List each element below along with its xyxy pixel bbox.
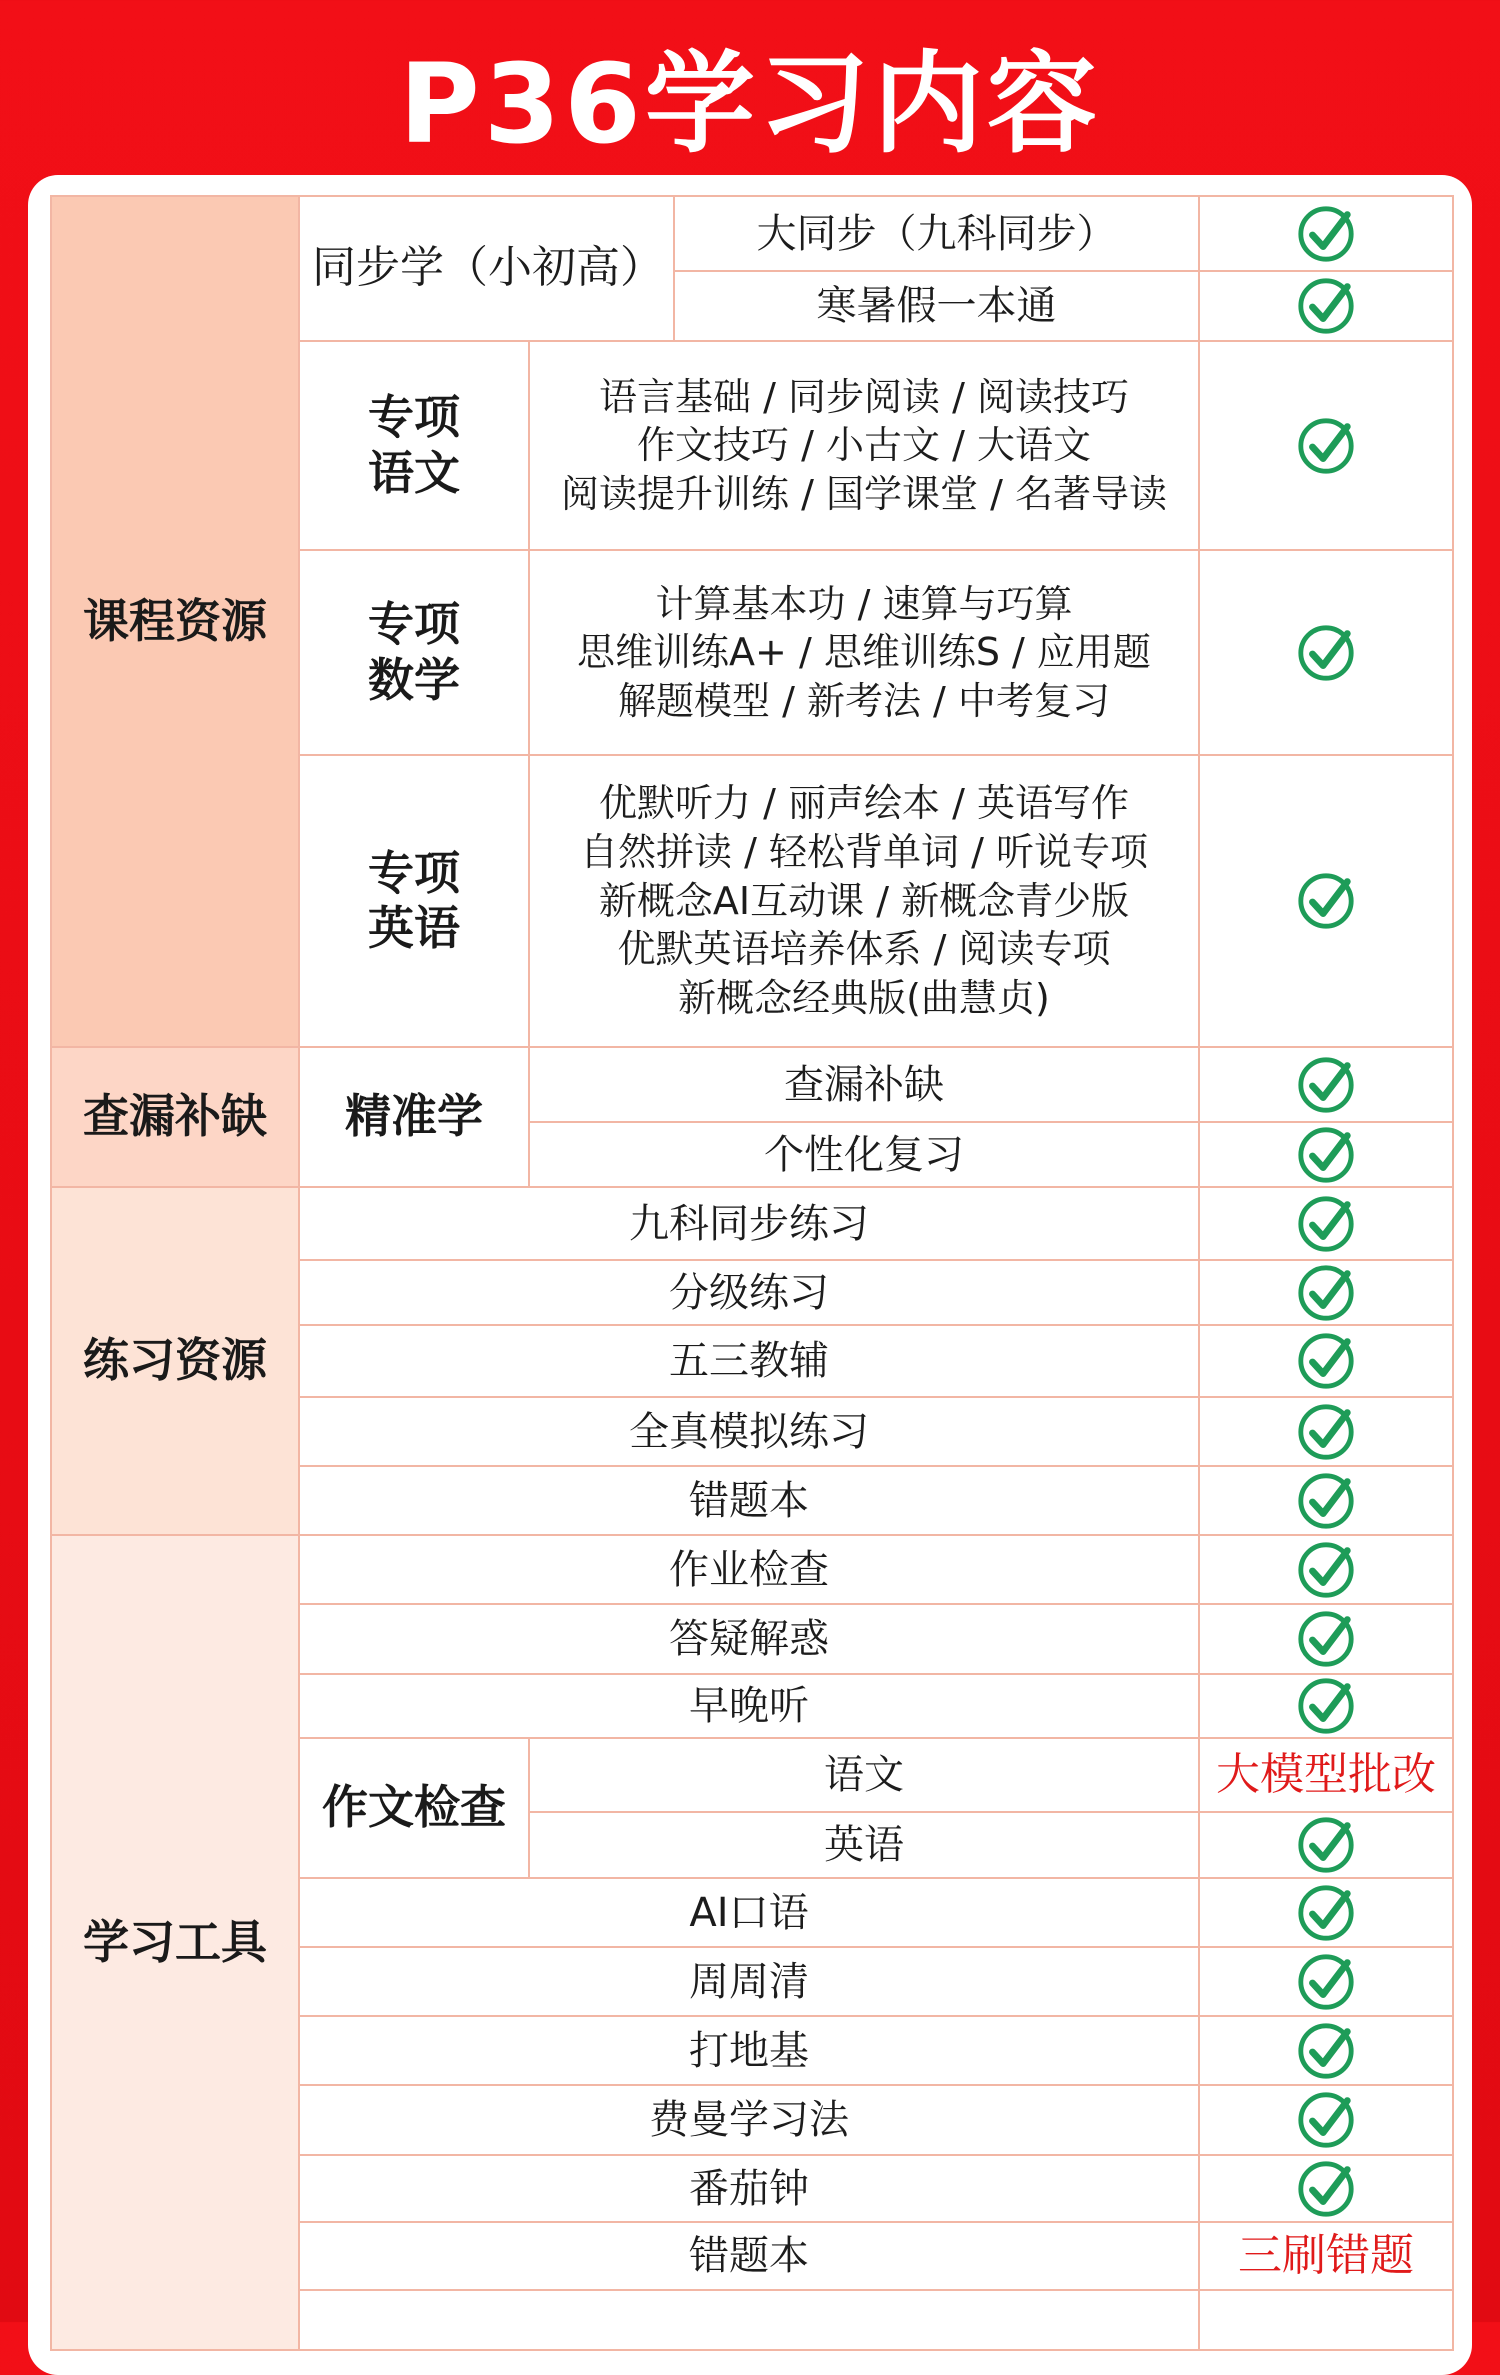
check-icon bbox=[1200, 2156, 1454, 2223]
category-practice: 练习资源 bbox=[52, 1188, 300, 1536]
tool-item: AI口语 bbox=[300, 1879, 1200, 1948]
tool-item: 番茄钟 bbox=[300, 2156, 1200, 2223]
tool-item: 作业检查 bbox=[300, 1536, 1200, 1605]
check-icon bbox=[1200, 1261, 1454, 1326]
tool-item: 答疑解惑 bbox=[300, 1605, 1200, 1675]
check-icon bbox=[1200, 1536, 1454, 1605]
cell-cutoff bbox=[1200, 2291, 1454, 2351]
tool-item: 费曼学习法 bbox=[300, 2086, 1200, 2156]
tool-item: 打地基 bbox=[300, 2017, 1200, 2086]
essay-item-chinese: 语文 bbox=[530, 1739, 1200, 1813]
content-table bbox=[50, 195, 1454, 2351]
gaps-item: 个性化复习 bbox=[530, 1123, 1200, 1188]
practice-item: 全真模拟练习 bbox=[300, 1398, 1200, 1467]
math-label: 专项 数学 bbox=[300, 551, 530, 756]
check-icon bbox=[1200, 551, 1454, 756]
sync-label: 同步学（小初高） bbox=[300, 197, 675, 342]
check-icon bbox=[1200, 1123, 1454, 1188]
check-icon bbox=[1200, 272, 1454, 342]
tool-item: 早晚听 bbox=[300, 1675, 1200, 1739]
gaps-item: 查漏补缺 bbox=[530, 1048, 1200, 1123]
english-items: 优默听力 / 丽声绘本 / 英语写作 自然拼读 / 轻松背单词 / 听说专项 新概念AI互动课 / 新概念青少版 优默英语培养体系 / 阅读专项 新概念经典版(曲慧贞) bbox=[530, 756, 1200, 1048]
gaps-sub-label: 精准学 bbox=[300, 1048, 530, 1188]
category-gaps: 查漏补缺 bbox=[52, 1048, 300, 1188]
check-icon bbox=[1200, 1048, 1454, 1123]
check-icon bbox=[1200, 1879, 1454, 1948]
practice-item: 错题本 bbox=[300, 1467, 1200, 1536]
check-icon bbox=[1200, 756, 1454, 1048]
math-items: 计算基本功 / 速算与巧算 思维训练A+ / 思维训练S / 应用题 解题模型 / 新考法 / 中考复习 bbox=[530, 551, 1200, 756]
check-icon bbox=[1200, 1813, 1454, 1879]
check-icon bbox=[1200, 2017, 1454, 2086]
chinese-label: 专项 语文 bbox=[300, 342, 530, 551]
practice-item: 九科同步练习 bbox=[300, 1188, 1200, 1261]
practice-item: 五三教辅 bbox=[300, 1326, 1200, 1398]
tool-item: 周周清 bbox=[300, 1948, 1200, 2017]
check-icon bbox=[1200, 2086, 1454, 2156]
check-icon bbox=[1200, 197, 1454, 272]
check-icon bbox=[1200, 342, 1454, 551]
essay-check-label: 作文检查 bbox=[300, 1739, 530, 1879]
check-icon bbox=[1200, 1605, 1454, 1675]
essay-chinese-status: 大模型批改 bbox=[1200, 1739, 1454, 1813]
chinese-items: 语言基础 / 同步阅读 / 阅读技巧 作文技巧 / 小古文 / 大语文 阅读提升训练 / 国学课堂 / 名著导读 bbox=[530, 342, 1200, 551]
check-icon bbox=[1200, 1675, 1454, 1739]
sync-item-big: 大同步（九科同步） bbox=[675, 197, 1200, 272]
tool-item-cutoff bbox=[300, 2291, 1200, 2351]
english-label: 专项 英语 bbox=[300, 756, 530, 1048]
mistake-status: 三刷错题 bbox=[1200, 2223, 1454, 2291]
check-icon bbox=[1200, 1467, 1454, 1536]
category-course: 课程资源 bbox=[52, 197, 300, 1048]
sync-item-holiday: 寒暑假一本通 bbox=[675, 272, 1200, 342]
essay-item-english: 英语 bbox=[530, 1813, 1200, 1879]
check-icon bbox=[1200, 1326, 1454, 1398]
check-icon bbox=[1200, 1398, 1454, 1467]
tool-item: 错题本 bbox=[300, 2223, 1200, 2291]
check-icon bbox=[1200, 1188, 1454, 1261]
practice-item: 分级练习 bbox=[300, 1261, 1200, 1326]
page-title: P36学习内容 bbox=[399, 40, 1101, 168]
category-tools: 学习工具 bbox=[52, 1536, 300, 2351]
check-icon bbox=[1200, 1948, 1454, 2017]
